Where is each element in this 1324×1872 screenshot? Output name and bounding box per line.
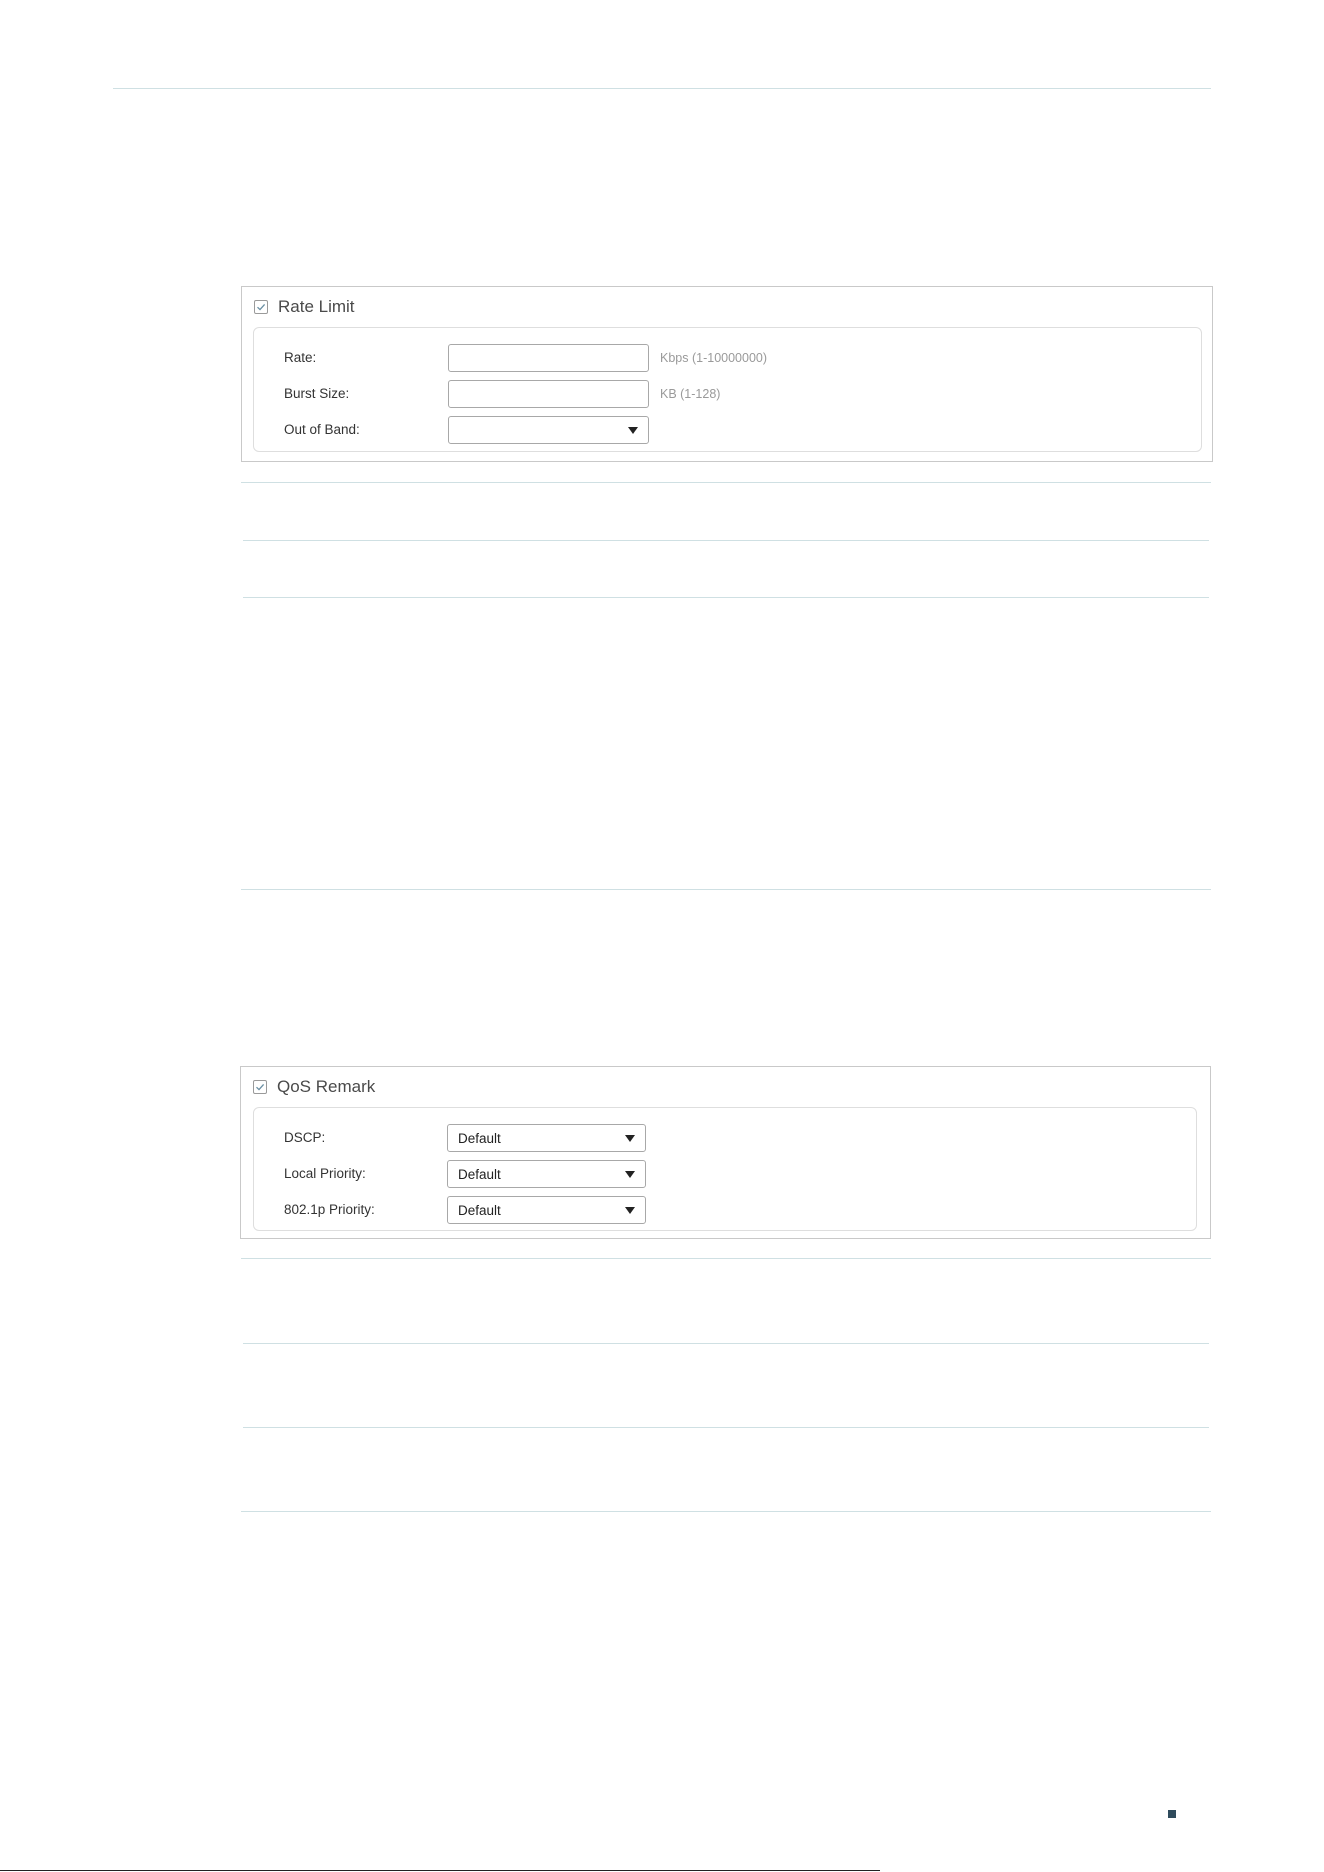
local-priority-value: Default [458,1166,501,1182]
qos-remark-header [253,1077,375,1097]
dot1p-priority-select[interactable] [447,1196,646,1224]
rate-limit-body [253,327,1202,452]
table-divider [241,889,1211,890]
check-icon [255,1082,265,1092]
out-of-band-label: Out of Band: [284,422,360,437]
rate-limit-header [254,297,355,317]
dot1p-priority-label: 802.1p Priority: [284,1202,375,1217]
burst-size-hint: KB (1-128) [660,387,721,401]
table-divider [241,1511,1211,1512]
dscp-select[interactable] [447,1124,646,1152]
local-priority-label: Local Priority: [284,1166,366,1181]
burst-size-row [254,380,1201,408]
table-divider [243,1427,1209,1428]
qos-remark-panel [240,1066,1211,1239]
table-divider [241,1258,1211,1259]
rate-label: Rate: [284,350,317,365]
qos-remark-body [253,1107,1197,1231]
rate-limit-title: Rate Limit [278,297,355,316]
table-divider [243,540,1209,541]
chevron-down-icon [628,427,638,434]
rate-limit-checkbox[interactable] [254,300,268,314]
rate-limit-panel [241,286,1213,462]
chevron-down-icon [625,1207,635,1214]
check-icon [256,302,266,312]
rate-hint: Kbps (1-10000000) [660,351,768,365]
dscp-value: Default [458,1130,501,1146]
dot1p-priority-row [254,1196,1196,1224]
dscp-label: DSCP: [284,1130,326,1145]
out-of-band-row [254,416,1201,444]
qos-remark-title: QoS Remark [277,1077,376,1096]
table-divider [243,597,1209,598]
chevron-down-icon [625,1135,635,1142]
header-divider [113,88,1211,89]
chevron-down-icon [625,1171,635,1178]
out-of-band-select[interactable] [448,416,649,444]
burst-size-label: Burst Size: [284,386,350,401]
table-divider [243,1343,1209,1344]
qos-remark-checkbox[interactable] [253,1080,267,1094]
dot1p-priority-value: Default [458,1202,501,1218]
table-divider [241,482,1211,483]
page-footer-mark [1168,1810,1176,1818]
bottom-divider [0,1870,880,1871]
burst-size-input[interactable] [448,380,649,408]
rate-input[interactable] [448,344,649,372]
local-priority-select[interactable] [447,1160,646,1188]
rate-row [254,344,1201,372]
dscp-row [254,1124,1196,1152]
local-priority-row [254,1160,1196,1188]
